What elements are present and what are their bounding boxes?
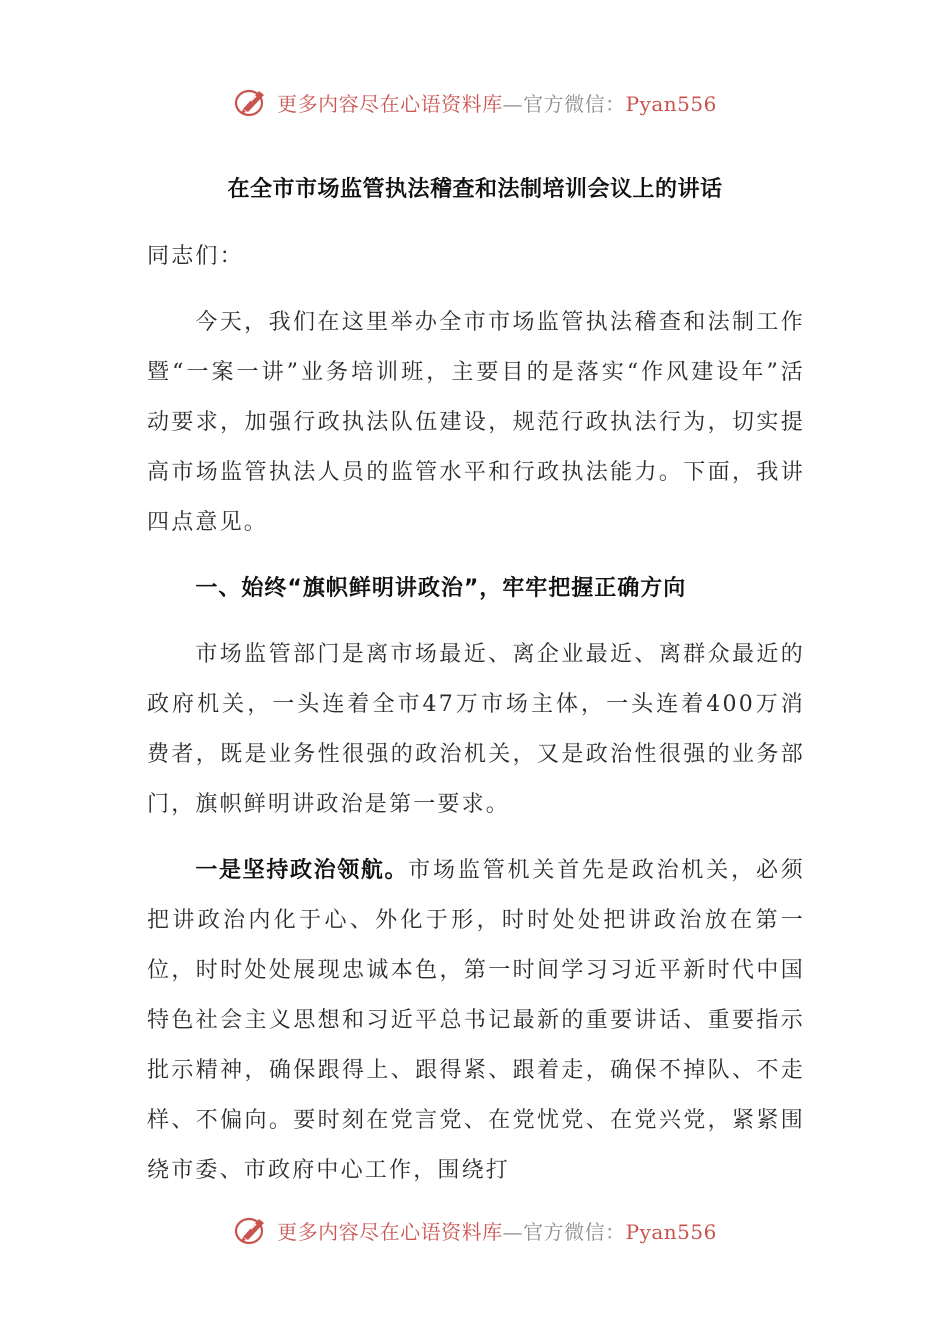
point-1-lead: 一是坚持政治领航。 [195, 858, 409, 883]
watermark-wechat-id: Pyan556 [625, 1219, 717, 1244]
watermark-wechat-label: 官方微信： [523, 91, 626, 116]
watermark-banner-top [0, 82, 950, 122]
section-heading-1: 一、始终“旗帜鲜明讲政治”，牢牢把握正确方向 [195, 576, 687, 601]
document-title: 在全市市场监管执法稽查和法制培训会议上的讲话 [227, 177, 723, 202]
pen-nib-circle-icon [233, 85, 271, 119]
watermark-banner-bottom [0, 1210, 950, 1250]
document-body [147, 232, 805, 1196]
watermark-separator: — [502, 1219, 524, 1244]
pen-nib-circle-icon [233, 1213, 271, 1247]
point-1-text: 市场监管机关首先是政治机关，必须把讲政治内化于心、外化于形，时时处处把讲政治放在第一位，时时处处展现忠诚本色，第一时间学习习近平新时代中国特色社会主义思想和习近平总书记最新的重要讲话、重要指示批示精神，确保跟得上、跟得紧、跟着走，确保不掉队、不走样、不偏向。要时刻在党言党、在党忧党、在党兴党，紧紧围绕市委、市政府中心工作，围绕打 [147, 858, 805, 1183]
section-1-paragraph: 市场监管部门是离市场最近、离企业最近、离群众最近的政府机关，一头连着全市47万市场主体，一头连着400万消费者，既是业务性很强的政治机关，又是政治性很强的业务部门，旗帜鲜明讲政治是第一要求。 [147, 642, 805, 817]
watermark-brand: 更多内容尽在心语资料库 [277, 91, 503, 116]
watermark-wechat-id: Pyan556 [625, 91, 717, 116]
point-1-paragraph [147, 846, 805, 1196]
watermark-wechat-label: 官方微信： [523, 1219, 626, 1244]
salutation: 同志们： [147, 244, 244, 269]
watermark-separator: — [502, 91, 524, 116]
watermark-brand: 更多内容尽在心语资料库 [277, 1219, 503, 1244]
intro-paragraph: 今天，我们在这里举办全市市场监管执法稽查和法制工作暨“一案一讲”业务培训班，主要目的是落实“作风建设年”活动要求，加强行政执法队伍建设，规范行政执法行为，切实提高市场监管执法人员的监管水平和行政执法能力。下面，我讲四点意见。 [147, 310, 805, 535]
